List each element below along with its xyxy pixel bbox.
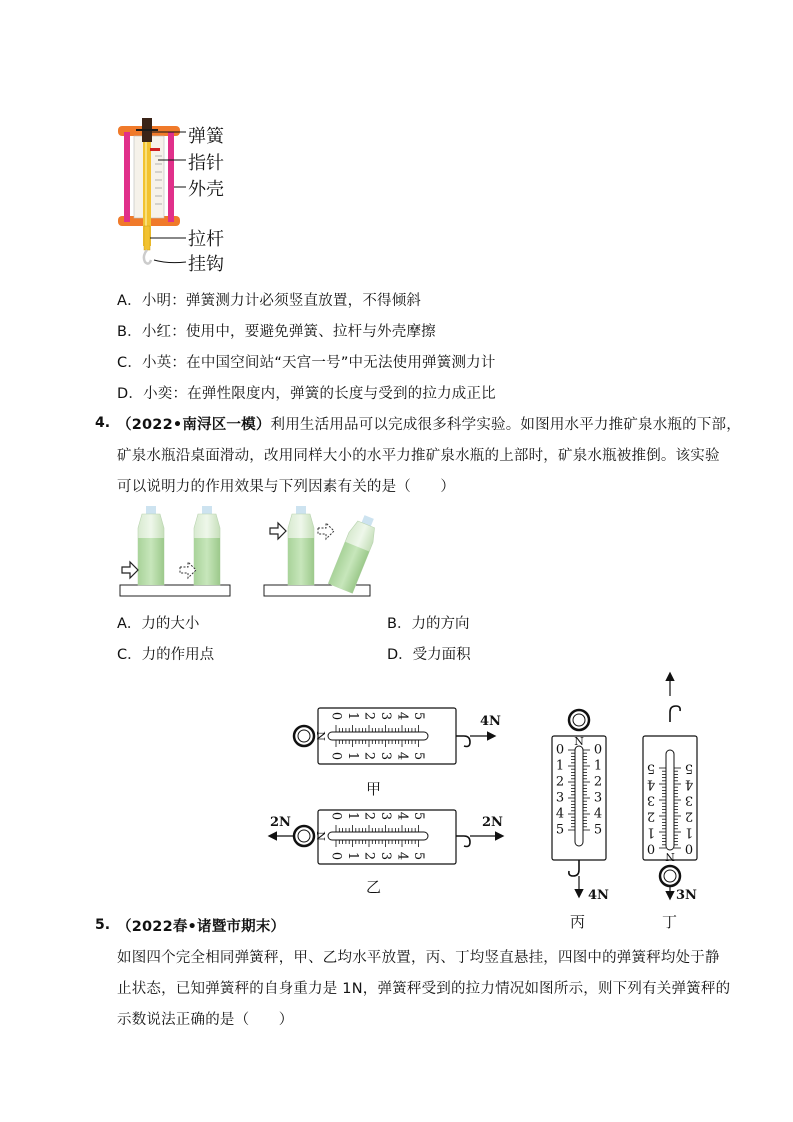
bing-numeral-right: 4	[593, 806, 603, 822]
q4-stem-line3: 可以说明力的作用效果与下列因素有关的是（ ）	[117, 479, 456, 495]
bing-numeral-left: 3	[555, 790, 565, 806]
ding-numeral-right: 4	[684, 776, 694, 792]
jia-numeral-bottom: 3	[378, 751, 393, 761]
ding-unit: N	[665, 850, 675, 863]
yi-numeral-bottom: 4	[394, 851, 410, 861]
scale-yi	[270, 810, 502, 864]
yi-numeral-top: 0	[328, 811, 344, 821]
ding-numeral-left: 5	[646, 760, 656, 776]
ding-numeral-right: 5	[684, 760, 694, 776]
bing-numeral-right: 3	[593, 790, 603, 806]
bottles-figure	[118, 500, 378, 602]
bottles-drawing	[118, 500, 378, 602]
jia-numeral-top: 5	[411, 711, 426, 721]
jia-numeral-bottom: 4	[394, 751, 410, 761]
q4-option-a[interactable]: A．力的大小	[117, 616, 200, 632]
q5-stem-line2: 止状态，已知弹簧秤的自身重力是 1N，弹簧秤受到的拉力情况如图所示，则下列有关弹簧秤的	[117, 981, 731, 997]
bing-numeral-right: 1	[593, 758, 603, 774]
jia-numeral-bottom: 1	[345, 751, 360, 761]
scales-drawing	[260, 668, 710, 930]
label-shell: 外壳	[188, 179, 224, 200]
yi-label: 乙	[366, 878, 382, 896]
spring-balance-drawing	[110, 112, 250, 277]
q4-option-b[interactable]: B．力的方向	[387, 616, 470, 632]
q4-option-d[interactable]: D．受力面积	[387, 647, 471, 663]
jia-unit: N	[314, 731, 327, 741]
bing-unit: N	[574, 735, 584, 748]
ding-force-down: 3N	[676, 888, 697, 903]
q5-stem-line3: 示数说法正确的是（ ）	[117, 1012, 294, 1028]
yi-force-left: 2N	[270, 815, 291, 830]
bing-numeral-left: 5	[555, 822, 565, 838]
yi-numeral-top: 1	[345, 811, 360, 821]
yi-numeral-top: 5	[411, 811, 426, 821]
q5-stem-line1: 如图四个完全相同弹簧秤，甲、乙均水平放置，丙、丁均竖直悬挂，四图中的弹簧秤均处于静	[117, 950, 720, 966]
yi-numeral-top: 2	[361, 811, 377, 821]
q5-number: 5.	[95, 917, 111, 933]
spring-balance-figure	[110, 112, 250, 277]
bottle-2	[194, 506, 220, 585]
bing-numeral-left: 2	[555, 774, 565, 790]
jia-numeral-top: 4	[394, 711, 410, 721]
jia-numeral-top: 1	[345, 711, 360, 721]
ding-numeral-left: 0	[646, 840, 656, 856]
ding-numeral-left: 1	[646, 824, 656, 840]
yi-numeral-bottom: 1	[345, 851, 360, 861]
q4-stem-line1	[117, 413, 741, 434]
bing-numeral-left: 0	[555, 742, 565, 758]
scale-jia	[294, 708, 494, 764]
yi-numeral-top: 3	[378, 811, 393, 821]
q3-option-d[interactable]: D．小奕：在弹性限度内，弹簧的长度与受到的拉力成正比	[117, 386, 496, 402]
bing-numeral-left: 4	[555, 806, 565, 822]
bottle-4	[328, 512, 378, 593]
yi-numeral-bottom: 5	[411, 851, 426, 861]
q3-option-a[interactable]: A．小明：弹簧测力计必须竖直放置，不得倾斜	[117, 293, 422, 309]
ding-numeral-left: 3	[646, 792, 656, 808]
q5-source: （2022春•诸暨市期末）	[117, 919, 286, 935]
jia-numeral-top: 2	[361, 711, 377, 721]
label-hook: 挂钩	[188, 254, 224, 275]
jia-force-right: 4N	[480, 714, 501, 729]
bottle-3	[288, 506, 314, 585]
q3-option-c[interactable]: C．小英：在中国空间站“天宫一号”中无法使用弹簧测力计	[117, 355, 496, 371]
q4-stem-line2: 矿泉水瓶沿桌面滑动，改用同样大小的水平力推矿泉水瓶的上部时，矿泉水瓶被推倒。该实验	[117, 448, 720, 464]
q4-option-c[interactable]: C．力的作用点	[117, 647, 215, 663]
scale-ding	[643, 674, 697, 898]
label-rod: 拉杆	[188, 229, 224, 250]
ding-numeral-left: 4	[646, 776, 656, 792]
jia-numeral-bottom: 2	[361, 751, 377, 761]
ding-label: 丁	[662, 913, 678, 931]
scale-bing	[552, 710, 606, 896]
bing-numeral-right: 2	[593, 774, 603, 790]
q4-number: 4.	[95, 415, 111, 431]
yi-numeral-bottom: 2	[361, 851, 377, 861]
q4-text1: 利用生活用品可以完成很多科学实验。如图用水平力推矿泉水瓶的下部，	[270, 417, 741, 433]
bing-numeral-left: 1	[555, 758, 565, 774]
bing-numeral-right: 0	[593, 742, 603, 758]
q4-source: （2022•南浔区一模）	[117, 417, 271, 433]
bing-numeral-right: 5	[593, 822, 603, 838]
ding-numeral-left: 2	[646, 808, 656, 824]
ding-numeral-right: 2	[684, 808, 694, 824]
bing-force-down: 4N	[588, 888, 609, 903]
yi-numeral-bottom: 3	[378, 851, 393, 861]
yi-numeral-bottom: 0	[328, 851, 344, 861]
yi-unit: N	[314, 831, 327, 841]
label-pointer: 指针	[188, 153, 224, 174]
ding-numeral-right: 1	[684, 824, 694, 840]
label-spring: 弹簧	[188, 126, 224, 147]
jia-label: 甲	[366, 780, 382, 798]
jia-numeral-bottom: 5	[411, 751, 426, 761]
bing-label: 丙	[570, 913, 586, 931]
ding-numeral-right: 3	[684, 792, 694, 808]
jia-numeral-top: 0	[328, 711, 344, 721]
jia-numeral-bottom: 0	[328, 751, 344, 761]
ding-numeral-right: 0	[684, 840, 694, 856]
yi-force-right: 2N	[482, 815, 503, 830]
yi-numeral-top: 4	[394, 811, 410, 821]
bottle-1	[138, 506, 164, 585]
jia-numeral-top: 3	[378, 711, 393, 721]
scales-figure	[260, 668, 710, 930]
q3-option-b[interactable]: B．小红：使用中，要避免弹簧、拉杆与外壳摩擦	[117, 324, 436, 340]
